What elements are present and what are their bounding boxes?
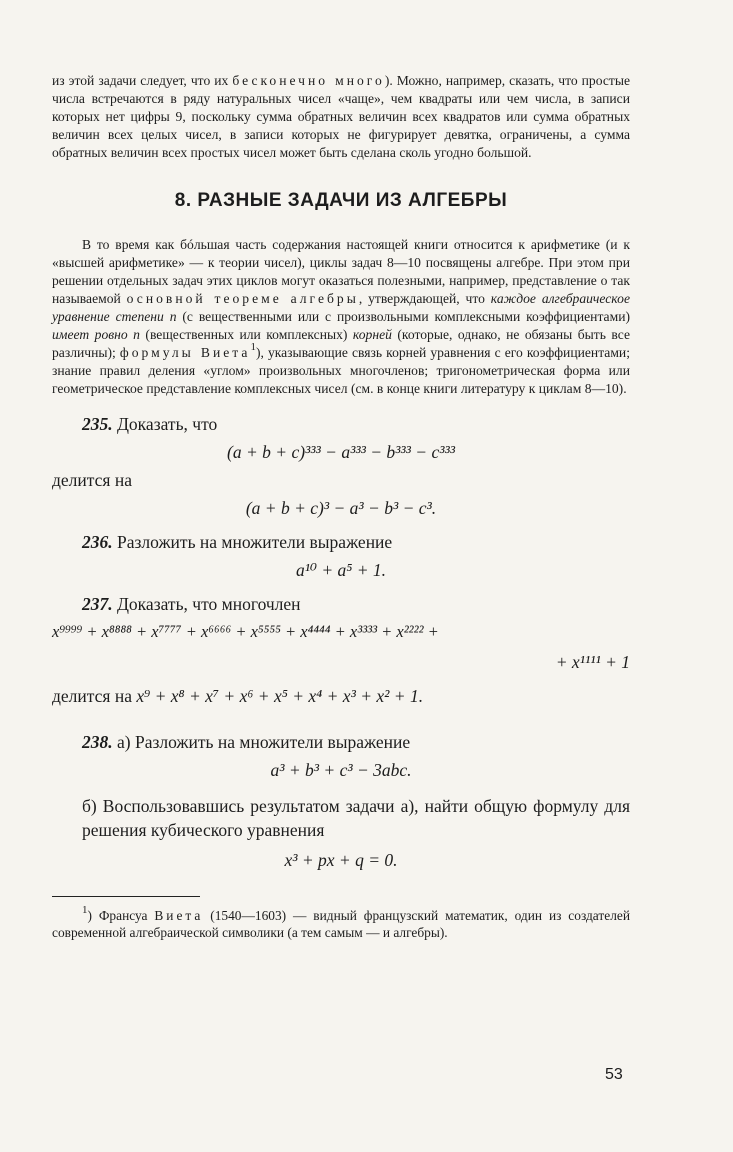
footnote xyxy=(52,904,630,941)
italic-emphasis: имеет ровно n xyxy=(52,327,140,342)
book-page xyxy=(52,72,630,941)
italic-emphasis: корней xyxy=(352,327,392,342)
problem-237 xyxy=(52,592,630,708)
problem-text: Доказать, что xyxy=(112,414,218,434)
text-run: ) Франсуа xyxy=(87,908,155,923)
problem-text: Разложить на множители выражение xyxy=(112,532,393,552)
spaced-emphasis: формулы Виета xyxy=(119,345,251,360)
section-heading: 8. РАЗНЫЕ ЗАДАЧИ ИЗ АЛГЕБРЫ xyxy=(174,190,508,211)
problem-number: 238. xyxy=(82,732,113,752)
problem-text xyxy=(52,684,630,708)
formula: (a + b + c)³³³ − a³³³ − b³³³ − c³³³ xyxy=(227,442,455,462)
formula: x³ + px + q = 0. xyxy=(284,850,398,870)
problem-number: 235. xyxy=(82,414,113,434)
spaced-emphasis: Виета xyxy=(154,908,204,923)
problem-statement xyxy=(52,730,630,754)
spaced-emphasis: основной теореме алгебры xyxy=(126,291,359,306)
footnote-marker: 1 xyxy=(82,904,88,916)
formula: (a + b + c)³ − a³ − b³ − c³. xyxy=(245,498,437,518)
intro-paragraph xyxy=(52,236,630,398)
problem-235 xyxy=(52,412,630,522)
text-run: , утверждающей, что xyxy=(358,291,491,306)
page-number: 53 xyxy=(605,1066,623,1083)
footnote-marker: 1 xyxy=(250,341,256,353)
text-run: В то время как бóльшая часть содержания настоящей книги относится к арифметике (и к «высшей арифметике» — к теории чисел), циклы задач 8—10 посвящены алгебре. При этом при решении отдельных задач этих циклов могут оказаться полезными, например, представление о так называемой xyxy=(52,237,630,306)
formula: a¹⁰ + a⁵ + 1. xyxy=(295,560,387,580)
continued-paragraph xyxy=(52,72,630,162)
text-run: (с вещественными или с произвольными комплексными коэффициентами) xyxy=(176,309,630,324)
problem-text: б) Воспользовавшись результатом задачи а), найти общую формулу для решения кубического уравнения xyxy=(82,796,630,840)
problem-statement xyxy=(52,412,630,436)
problem-number: 236. xyxy=(82,532,113,552)
problem-text: а) Разложить на множители выражение xyxy=(112,732,411,752)
italic-emphasis: каждое алгебраическое уравнение степени n xyxy=(52,291,630,324)
problem-text: делится на xyxy=(52,470,132,490)
text-run: из этой задачи следует, что их xyxy=(52,73,233,88)
text-run: (которые, однако, не обязаны быть все различны); xyxy=(52,327,630,360)
problem-number: 237. xyxy=(82,594,113,614)
formula: x⁹⁹⁹⁹ + x⁸⁸⁸⁸ + x⁷⁷⁷⁷ + x⁶⁶⁶⁶ + x⁵⁵⁵⁵ + x⁴⁴⁴⁴ + x³³³³ + x²²²² + xyxy=(52,622,439,641)
problem-text: делится на xyxy=(52,686,137,706)
formula: + x¹¹¹¹ + 1 xyxy=(555,652,630,672)
problem-statement xyxy=(52,530,630,554)
problem-statement xyxy=(52,592,630,616)
formula: x⁹ + x⁸ + x⁷ + x⁶ + x⁵ + x⁴ + x³ + x² + 1. xyxy=(136,686,424,706)
formula: a³ + b³ + c³ − 3abc. xyxy=(270,760,412,780)
text-run: ), указывающие связь корней уравнения с его коэффициентами; знание правил деления «углом» произвольных многочленов; тригонометрическая форма или геометрическое представление комплексных чисел (см. в конце книги литературу к циклам 8—10). xyxy=(52,345,630,396)
footnote-rule xyxy=(52,896,200,897)
text-run: (вещественных или комплексных) xyxy=(139,327,353,342)
text-run: ). Можно, например, сказать, что простые числа встречаются в ряду натуральных чисел «чаще», чем квадраты или чем числа, в записи которых нет цифры 9, поскольку сумма обратных величин всех квадратов или сумма обратных величин всех целых чисел, в записи которых не фигурирует девятка, ограничены, а сумма обратных величин всех простых чисел может быть сделана сколь угодно большой. xyxy=(52,73,631,160)
problem-text: Доказать, что многочлен xyxy=(112,594,301,614)
problem-236 xyxy=(52,530,630,584)
spaced-emphasis: бесконечно много xyxy=(232,73,385,88)
text-run: (1540—1603) — видный французский математик, один из создателей современной алгебраической символики (а тем самым — и алгебры). xyxy=(52,908,630,940)
problem-238 xyxy=(52,730,630,874)
